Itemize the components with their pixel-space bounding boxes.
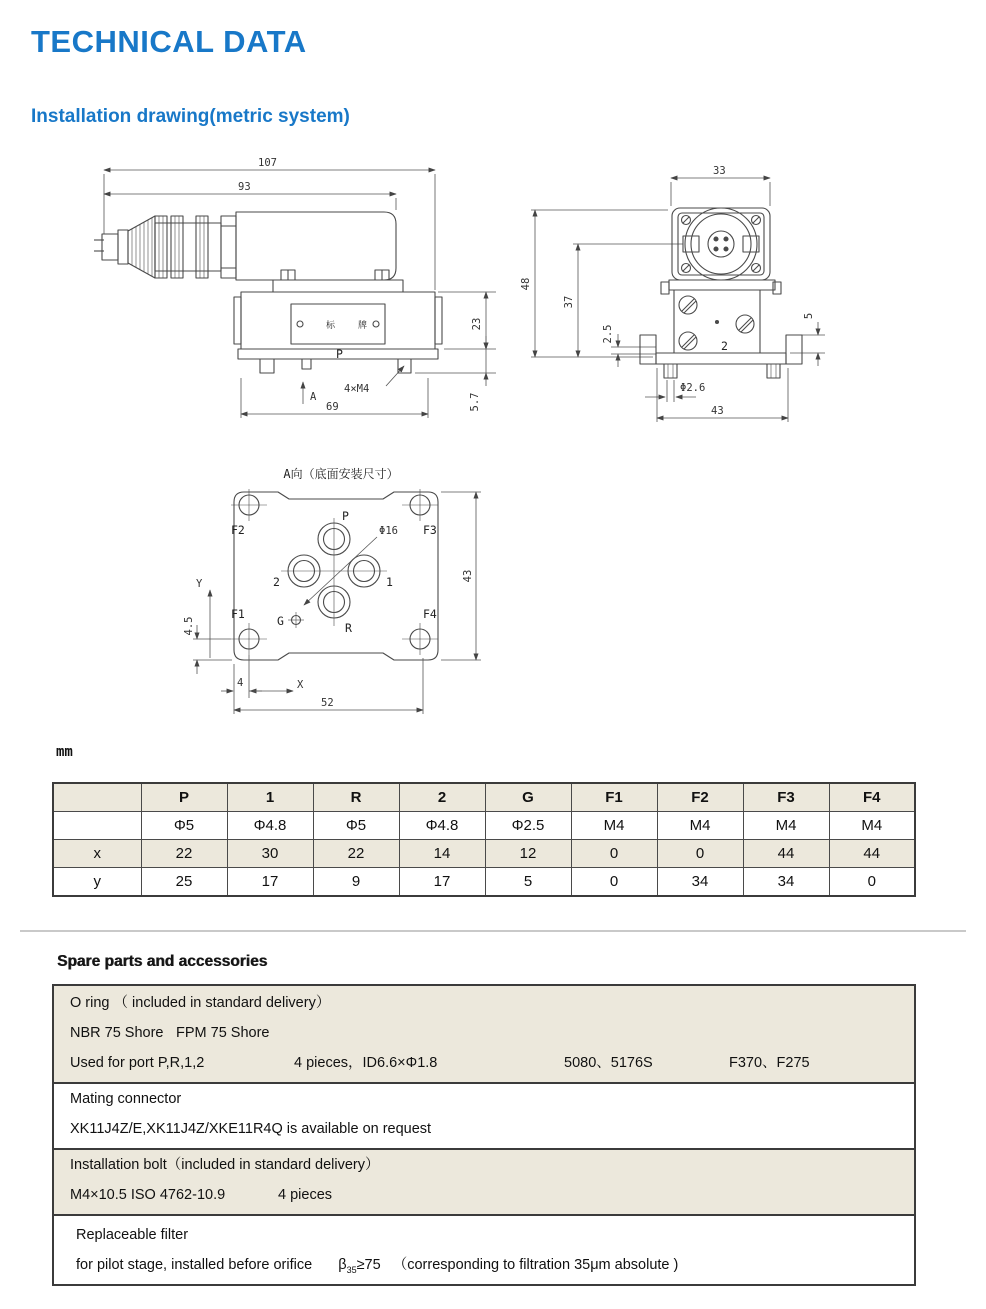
port-p-label-bottom: P	[342, 509, 349, 523]
section-subtitle: Installation drawing(metric system)	[31, 106, 350, 127]
mating-connector-section	[54, 1082, 914, 1148]
bottom-view-title: A向（底面安装尺寸）	[283, 467, 399, 481]
table-cell: Φ4.8	[227, 812, 313, 840]
thread-callout-4xm4: 4×M4	[344, 383, 370, 395]
dim-37: 37	[563, 295, 575, 309]
mating-connector-title: Mating connector	[70, 1091, 182, 1107]
table-header-cell: F3	[743, 783, 829, 812]
table-header-cell: P	[141, 783, 227, 812]
dim-4: 4	[237, 677, 244, 689]
dim-107: 107	[258, 157, 277, 169]
installation-bolt-title: Installation bolt（included in standard delivery）	[70, 1157, 380, 1173]
oring-code-fpm: F370、F275	[729, 1055, 810, 1071]
filter-detail-post: （corresponding to filtration 35μm absolute )	[392, 1257, 679, 1273]
table-cell: 34	[657, 868, 743, 897]
page-title: TECHNICAL DATA	[31, 24, 307, 59]
table-cell: 22	[141, 840, 227, 868]
section-divider	[20, 930, 966, 932]
oring-materials	[70, 1018, 914, 1048]
dim-48: 48	[520, 277, 532, 291]
nameplate-char-left: 标	[326, 321, 336, 331]
replaceable-filter-section	[54, 1214, 914, 1284]
oring-material-fpm: FPM 75 Shore	[176, 1025, 270, 1041]
gauge-port-g-label: G	[277, 614, 284, 628]
table-cell: Φ5	[141, 812, 227, 840]
table-row-diameter	[53, 812, 915, 840]
filter-beta: β	[338, 1257, 347, 1273]
table-row-label: x	[53, 840, 141, 868]
hole-f3-label: F3	[423, 523, 437, 537]
table-cell: 17	[227, 868, 313, 897]
front-view-drawing	[520, 150, 923, 440]
oring-code-nbr: 5080、5176S	[564, 1055, 653, 1071]
dim-2-5: 2.5	[602, 324, 614, 344]
table-cell: 22	[313, 840, 399, 868]
bottom-view-drawing	[183, 448, 513, 738]
table-cell: 0	[829, 868, 915, 897]
table-cell: 34	[743, 868, 829, 897]
bolt-qty: 4 pieces	[278, 1187, 333, 1203]
filter-detail-pre: for pilot stage, installed before orifice	[76, 1257, 313, 1273]
port-2-label-bottom: 2	[273, 575, 280, 589]
installation-bolt-detail	[70, 1180, 914, 1210]
filter-title: Replaceable filter	[76, 1227, 189, 1243]
units-label: mm	[56, 744, 73, 760]
table-cell: M4	[829, 812, 915, 840]
spare-parts-heading: Spare parts and accessories	[57, 953, 268, 970]
port-p-label: P	[336, 347, 343, 361]
table-cell: 0	[657, 840, 743, 868]
table-cell: 9	[313, 868, 399, 897]
filter-beta-subscript: 35	[346, 1264, 357, 1275]
bottom-view-plate	[231, 489, 438, 660]
table-header-cell: 2	[399, 783, 485, 812]
table-cell: 25	[141, 868, 227, 897]
dim-43-bottom: 43	[462, 569, 474, 583]
table-cell: Φ4.8	[399, 812, 485, 840]
table-cell: M4	[657, 812, 743, 840]
table-cell: 44	[743, 840, 829, 868]
port-r-label-bottom: R	[345, 621, 352, 635]
hole-f1-label: F1	[231, 607, 245, 621]
dim-33: 33	[713, 165, 726, 177]
spare-parts-box	[52, 984, 916, 1286]
filter-beta-condition: ≥75	[356, 1257, 381, 1273]
oring-detail	[70, 1048, 914, 1078]
table-header-row	[53, 783, 915, 812]
side-view-drawing	[88, 152, 508, 437]
hole-f2-label: F2	[231, 523, 245, 537]
dim-5: 5	[803, 312, 815, 320]
bolt-spec: M4×10.5 ISO 4762-10.9	[70, 1187, 226, 1203]
table-row-label: y	[53, 868, 141, 897]
port-1-label-bottom: 1	[386, 575, 393, 589]
table-cell: 0	[571, 840, 657, 868]
oring-title: O ring （ included in standard delivery）	[70, 995, 331, 1011]
table-header-cell: F4	[829, 783, 915, 812]
table-cell: 14	[399, 840, 485, 868]
hole-f4-label: F4	[423, 607, 437, 621]
filter-detail	[76, 1250, 914, 1280]
table-cell: 5	[485, 868, 571, 897]
side-view-body	[94, 212, 442, 373]
table-cell: M4	[743, 812, 829, 840]
table-cell: Φ5	[313, 812, 399, 840]
table-header-cell: F1	[571, 783, 657, 812]
table-cell: M4	[571, 812, 657, 840]
table-cell: 0	[571, 868, 657, 897]
dim-93: 93	[238, 181, 251, 193]
dimensions-table	[52, 782, 916, 897]
table-row-y	[53, 868, 915, 897]
view-a-label: A	[310, 391, 317, 403]
table-header-cell: F2	[657, 783, 743, 812]
oring-usage: Used for port P,R,1,2	[70, 1055, 205, 1071]
table-header-cell: R	[313, 783, 399, 812]
bottom-view-dimensions	[183, 492, 481, 714]
dim-52: 52	[321, 697, 334, 709]
table-cell: 12	[485, 840, 571, 868]
port-2-label-front: 2	[721, 339, 728, 353]
axis-y-label: Y	[196, 578, 203, 590]
installation-bolt-section	[54, 1148, 914, 1214]
oring-qty-size: 4 pieces，ID6.6×Φ1.8	[294, 1055, 438, 1071]
table-cell: 44	[829, 840, 915, 868]
dim-4-5: 4.5	[183, 616, 195, 636]
dim-69: 69	[326, 401, 339, 413]
mating-connector-detail: XK11J4Z/E,XK11J4Z/XKE11R4Q is available on request	[70, 1121, 432, 1137]
dim-5-7: 5.7	[469, 392, 481, 412]
dim-phi-16: Φ16	[379, 525, 398, 537]
table-cell: 30	[227, 840, 313, 868]
dim-43-front: 43	[711, 405, 724, 417]
side-view-dimensions	[104, 157, 496, 418]
table-row-x	[53, 840, 915, 868]
table-header-cell: G	[485, 783, 571, 812]
front-view-body	[640, 208, 802, 378]
dim-phi-2-6: Φ2.6	[680, 382, 706, 394]
dim-23: 23	[471, 317, 483, 331]
table-cell: Φ2.5	[485, 812, 571, 840]
oring-material-nbr: NBR 75 Shore	[70, 1025, 164, 1041]
table-cell	[53, 812, 141, 840]
table-header-cell: 1	[227, 783, 313, 812]
oring-section	[54, 986, 914, 1082]
table-cell: 17	[399, 868, 485, 897]
nameplate-char-right: 牌	[358, 321, 368, 331]
axis-x-label: X	[297, 679, 304, 691]
table-header-cell	[53, 783, 141, 812]
